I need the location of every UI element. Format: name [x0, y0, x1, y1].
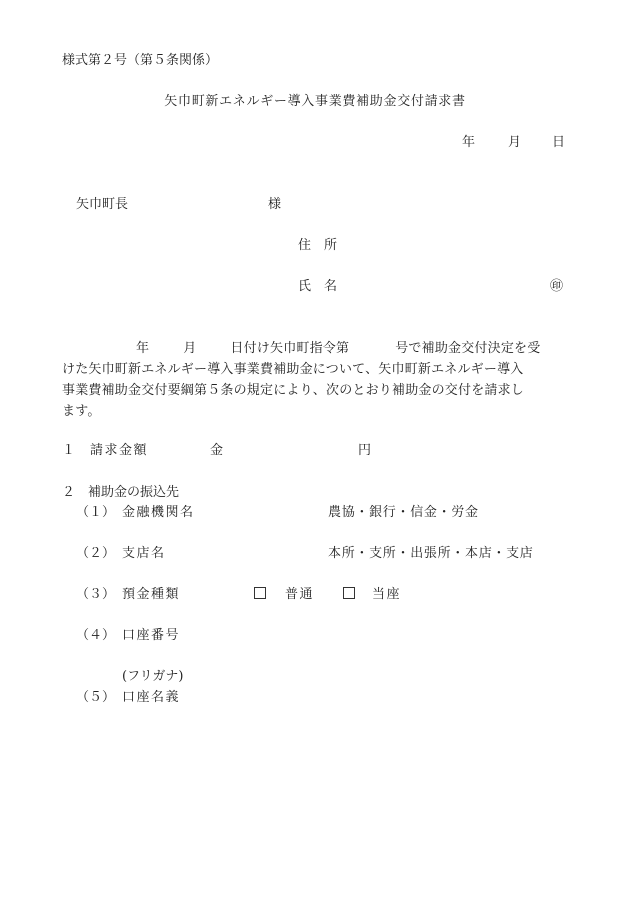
option-ordinary-label: 普通	[285, 587, 315, 602]
item1-label: 請求金額	[90, 443, 149, 458]
addressee-honorific: 様	[268, 197, 282, 212]
seal-mark: ㊞	[550, 279, 564, 294]
form-title: 矢巾町新エネルギー導入事業費補助金交付請求書	[164, 94, 466, 109]
addressee-name: 矢巾町長	[76, 197, 129, 212]
row4-label: 口座番号	[122, 628, 181, 643]
paragraph-line-3: 事業費補助金交付要綱第５条の規定により、次のとおり補助金の交付を請求し	[62, 383, 525, 398]
row1-label: 金融機関名	[122, 505, 195, 520]
checkbox-current[interactable]	[343, 587, 355, 603]
form-number: 様式第２号（第５条関係）	[62, 53, 219, 68]
checkbox-ordinary[interactable]	[254, 587, 266, 603]
row5-label: 口座名義	[122, 690, 181, 705]
row3-label: 預金種類	[122, 587, 181, 602]
checkbox-square-icon	[254, 587, 266, 599]
date-year: 年	[462, 135, 476, 150]
request-paragraph	[62, 338, 580, 422]
row5-number: （５）	[76, 690, 116, 705]
paragraph-line-4: ます。	[62, 404, 101, 419]
item1-number: １	[62, 443, 76, 458]
paragraph-month: 月	[183, 341, 197, 356]
paragraph-line-2: けた矢巾町新エネルギー導入事業費補助金について、矢巾町新エネルギー導入	[62, 362, 524, 377]
paragraph-line-1	[62, 338, 580, 359]
option-current-label: 当座	[372, 587, 402, 602]
applicant-name-label: 氏 名	[298, 279, 338, 294]
row5-furigana: (フリガナ)	[122, 669, 184, 684]
applicant-address-label: 住 所	[298, 238, 338, 253]
row4-number: （４）	[76, 628, 116, 643]
paragraph-mid: 日付け矢巾町指令第	[230, 341, 350, 356]
item1-unit: 円	[358, 443, 372, 458]
date-month: 月	[508, 135, 522, 150]
row1-options: 農協・銀行・信金・労金	[328, 505, 479, 520]
paragraph-year: 年	[136, 341, 150, 356]
item1-prefix: 金	[210, 443, 224, 458]
row1-number: （１）	[76, 505, 116, 520]
row3-number: （３）	[76, 587, 116, 602]
row2-label: 支店名	[122, 546, 166, 561]
checkbox-square-icon	[343, 587, 355, 599]
row2-options: 本所・支所・出張所・本店・支店	[328, 546, 534, 561]
paragraph-end: 号で補助金交付決定を受	[395, 341, 541, 356]
item2-heading: ２ 補助金の振込先	[62, 485, 180, 500]
date-day: 日	[552, 135, 566, 150]
row2-number: （２）	[76, 546, 116, 561]
